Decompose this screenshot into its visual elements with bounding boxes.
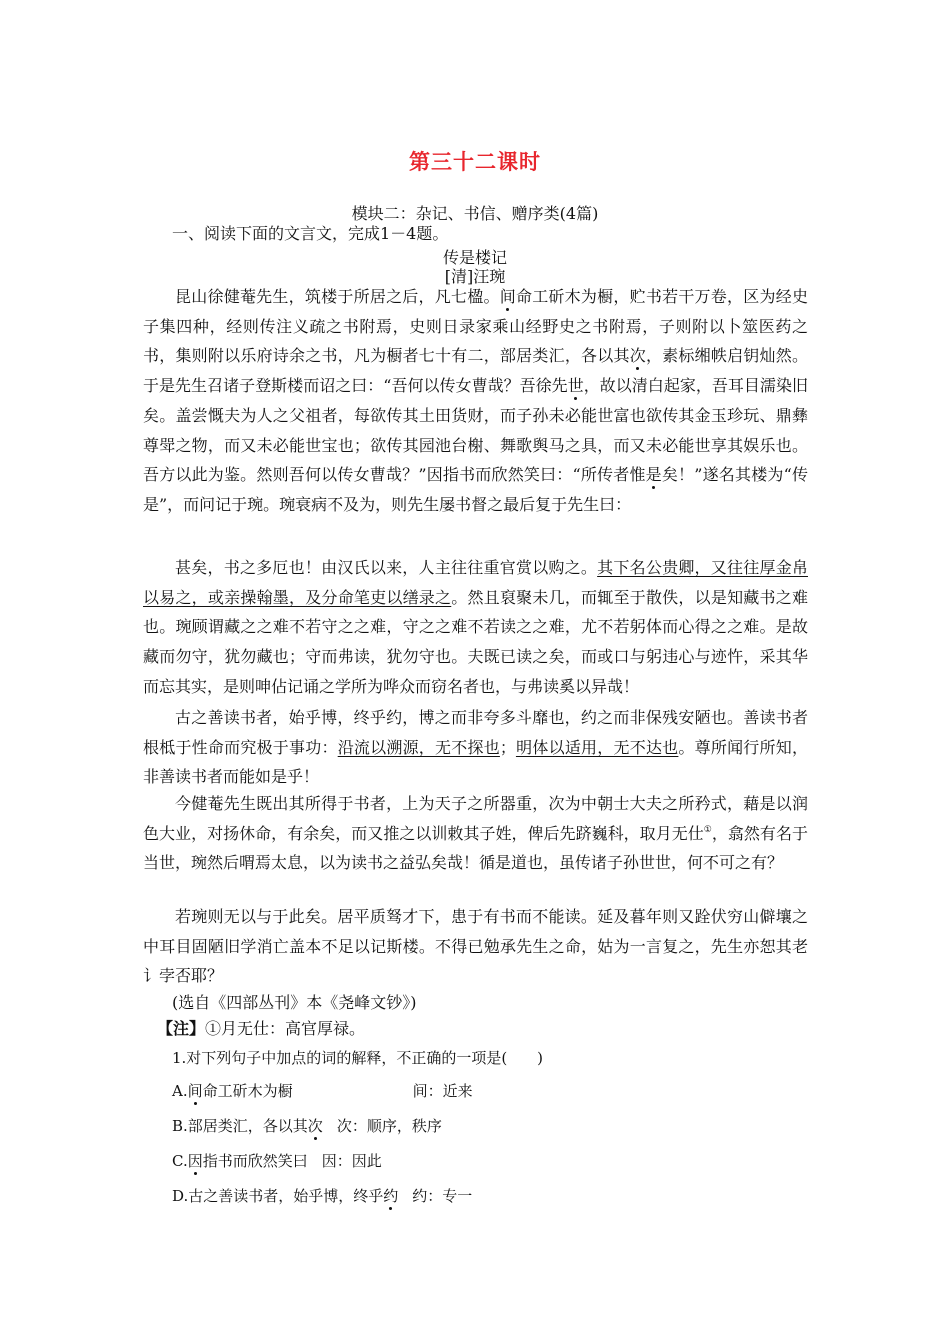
dotted-word: 间: [187, 1082, 203, 1100]
page-title: 第三十二课时: [409, 150, 541, 174]
paragraph-5: 若琬则无以与于此矣。居平质驽才下，患于有书而不能读。延及暮年则又跧伏穷山僻壤之中耳目固陋旧学消亡盖本不足以记斯楼。不得已勉承先生之命，姑为一言复之，先生亦恕其老讠孛否耶？: [143, 907, 808, 986]
article-author: [清]汪琬: [444, 267, 506, 286]
dotted-word: 是: [645, 465, 662, 485]
dotted-word: 因: [187, 1152, 203, 1170]
dotted-word: 次: [307, 1117, 323, 1135]
underlined-sentence: 沿流以溯源，无不探也: [337, 737, 500, 757]
option-d: D.古之善读书者，始乎博，终乎约 约：专一: [172, 1187, 473, 1205]
source-citation: (选自《四部丛刊》本《尧峰文钞》): [172, 993, 417, 1012]
module-heading: 模块二：杂记、书信、赠序类(4篇): [351, 204, 599, 223]
footnote: 【注】①月无仕：高官厚禄。: [157, 1019, 366, 1038]
paragraph-4: 今健菴先生既出其所得于书者，上为天子之所器重，次为中朝士大夫之所矜式，藉是以润色大业，对扬休命，有余矣，而又推之以训敕其子姓，俾后先跻巍科，取月无仕①，翕然有名于当世，琬然后喟焉太息，以为读书之益弘矣哉！循是道也，虽传诸子孙世世，何不可之有？: [143, 794, 808, 873]
paragraph-1: 昆山徐健菴先生，筑楼于所居之后，凡七楹。间命工斫木为橱，贮书若干万卷，区为经史子集四种，经则传注义疏之书附焉，史则日录家乘山经野史之书附焉，子则附以卜筮医药之书，集则附以乐府诗余之书，凡为橱者七十有二，部居类汇，各以其次，素标缃帙启钥灿然。于是先生召诸子登斯楼而诏之曰：“吾何以传女曹哉？吾徐先世，故以清白起家，吾耳目濡染旧矣。盖尝慨夫为人之父祖者，每欲传其土田货财，而子孙未必能世富也欲传其金玉珍玩、鼎彝尊斝之物，而又未必能世宝也；欲传其园池台榭、舞歌舆马之具，而又未必能世享其娱乐也。吾方以此为鉴。然则吾何以传女曹哉？”因指书而欣然笑曰：“所传者惟是矣！”遂名其楼为“传是”，而问记于琬。琬衰病不及为，则先生屡书督之最后复于先生曰：: [143, 287, 808, 514]
dotted-word: 世: [567, 376, 584, 396]
footnote-marker: ①: [703, 824, 712, 835]
paragraph-3: 古之善读书者，始乎博，终乎约，博之而非夸多斗靡也，约之而非保残安陋也。善读书者根柢于性命而究极于事功：沿流以溯源，无不探也；明体以适用，无不达也。尊所闻行所知，非善读书者而能如是乎！: [143, 708, 808, 787]
option-c: C.因指书而欣然笑曰 因：因此: [172, 1152, 382, 1170]
dotted-word: 间: [499, 287, 516, 306]
instruction: 一、阅读下面的文言文，完成1－4题。: [172, 224, 449, 243]
paragraph-2: 甚矣，书之多厄也！由汉氏以来，人主往往重官赏以购之。其下名公贵卿，又往往厚金帛以易之，或亲操翰墨，及分命笔吏以缮录之。然且裒聚未几，而辄至于散佚，以是知藏书之难也。琬顾谓藏之之难不若守之之难，守之之难不若读之之难，尤不若躬体而心得之之难。是故藏而勿守，犹勿藏也；守而弗读，犹勿守也。夫既已读之矣，而或口与躬违心与迹忤，采其华而忘其实，是则呻佔记诵之学所为哗众而窃名者也，与弗读奚以异哉！: [143, 558, 808, 696]
dotted-word: 约: [383, 1187, 399, 1205]
underlined-sentence: 明体以适用，无不达也: [515, 737, 679, 757]
option-b: B.部居类汇，各以其次 次：顺序，秩序: [172, 1117, 442, 1135]
underlined-sentence: 其下名公贵卿，又往往厚金帛以易之，或亲操翰墨，及分命笔吏以缮录之: [143, 558, 808, 607]
article-title: 传是楼记: [442, 248, 507, 267]
question-stem: 1.对下列句子中加点的词的解释，不正确的一项是( ): [172, 1049, 544, 1067]
dotted-word: 次: [629, 346, 646, 366]
option-a: A.间命工斫木为橱 间：近来: [172, 1082, 473, 1100]
